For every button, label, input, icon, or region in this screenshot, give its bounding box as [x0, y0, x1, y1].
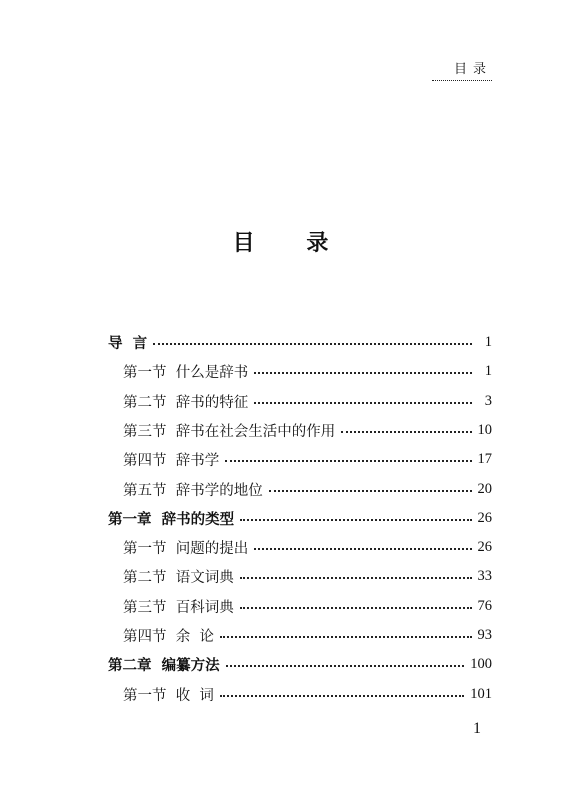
- toc-section-entry: [123, 564, 492, 588]
- toc-entry-page: 76: [477, 597, 492, 614]
- dot-leader: [220, 636, 472, 638]
- toc-section-entry: [123, 594, 492, 618]
- dot-leader: [240, 519, 471, 521]
- dot-leader: [225, 460, 471, 462]
- toc-entry-page: 100: [470, 655, 492, 672]
- toc-entry-page: 1: [484, 362, 492, 379]
- dot-leader: [226, 665, 465, 667]
- toc-section-entry: [123, 682, 492, 706]
- dot-leader: [269, 490, 472, 492]
- toc-entry-page: 17: [477, 450, 492, 467]
- dot-leader: [254, 372, 472, 374]
- toc-section-entry: [123, 477, 492, 501]
- running-head: 目录: [432, 58, 492, 81]
- toc-entry-title: 第五节 辞书学的地位: [123, 482, 263, 499]
- toc-entry-page: 101: [470, 685, 492, 702]
- toc-entry-title: 第一节 收 词: [123, 687, 214, 704]
- page-title: 目 录: [232, 230, 351, 256]
- dot-leader: [220, 695, 464, 697]
- toc-entry-title: 第四节 余 论: [123, 628, 214, 645]
- dot-leader: [254, 402, 472, 404]
- toc-entry-title: 第二节 辞书的特征: [123, 394, 249, 411]
- toc-section-entry: [123, 418, 492, 442]
- toc-section-entry: [123, 535, 492, 559]
- toc-chapter-entry: [108, 652, 492, 676]
- page-number: 1: [473, 720, 481, 737]
- toc-entry-title: 第一节 什么是辞书: [123, 364, 249, 381]
- toc-entry-page: 10: [477, 421, 492, 438]
- toc-section-entry: [123, 389, 492, 413]
- toc-entry-title: 第一章 辞书的类型: [108, 510, 235, 528]
- toc-entry-title: 第一节 问题的提出: [123, 540, 249, 557]
- toc-entry-page: 33: [477, 567, 492, 584]
- toc-entry-title: 第三节 辞书在社会生活中的作用: [123, 423, 336, 440]
- toc-entry-page: 3: [484, 392, 492, 409]
- dot-leader: [153, 343, 472, 345]
- dot-leader: [254, 548, 471, 550]
- toc-entry-page: 93: [477, 626, 492, 643]
- toc-entry-title: 第二节 语文词典: [123, 569, 234, 586]
- toc-entry-title: 第三节 百科词典: [123, 599, 234, 616]
- toc-entry-page: 20: [477, 480, 492, 497]
- dot-leader: [341, 431, 471, 433]
- toc-entry-title: 第四节 辞书学: [123, 452, 220, 469]
- dot-leader: [240, 607, 472, 609]
- toc-section-entry: [123, 623, 492, 647]
- dot-leader: [240, 577, 472, 579]
- toc-entry-page: 1: [484, 333, 492, 350]
- toc-section-entry: [123, 359, 492, 383]
- toc-entry-page: 26: [477, 509, 492, 526]
- toc-entry-title: 第二章 编纂方法: [108, 656, 220, 674]
- toc-entry-page: 26: [477, 538, 492, 555]
- toc-chapter-entry: [108, 506, 492, 530]
- toc-section-entry: [123, 447, 492, 471]
- toc-chapter-entry: [108, 330, 492, 354]
- toc-entry-title: 导 言: [108, 334, 148, 352]
